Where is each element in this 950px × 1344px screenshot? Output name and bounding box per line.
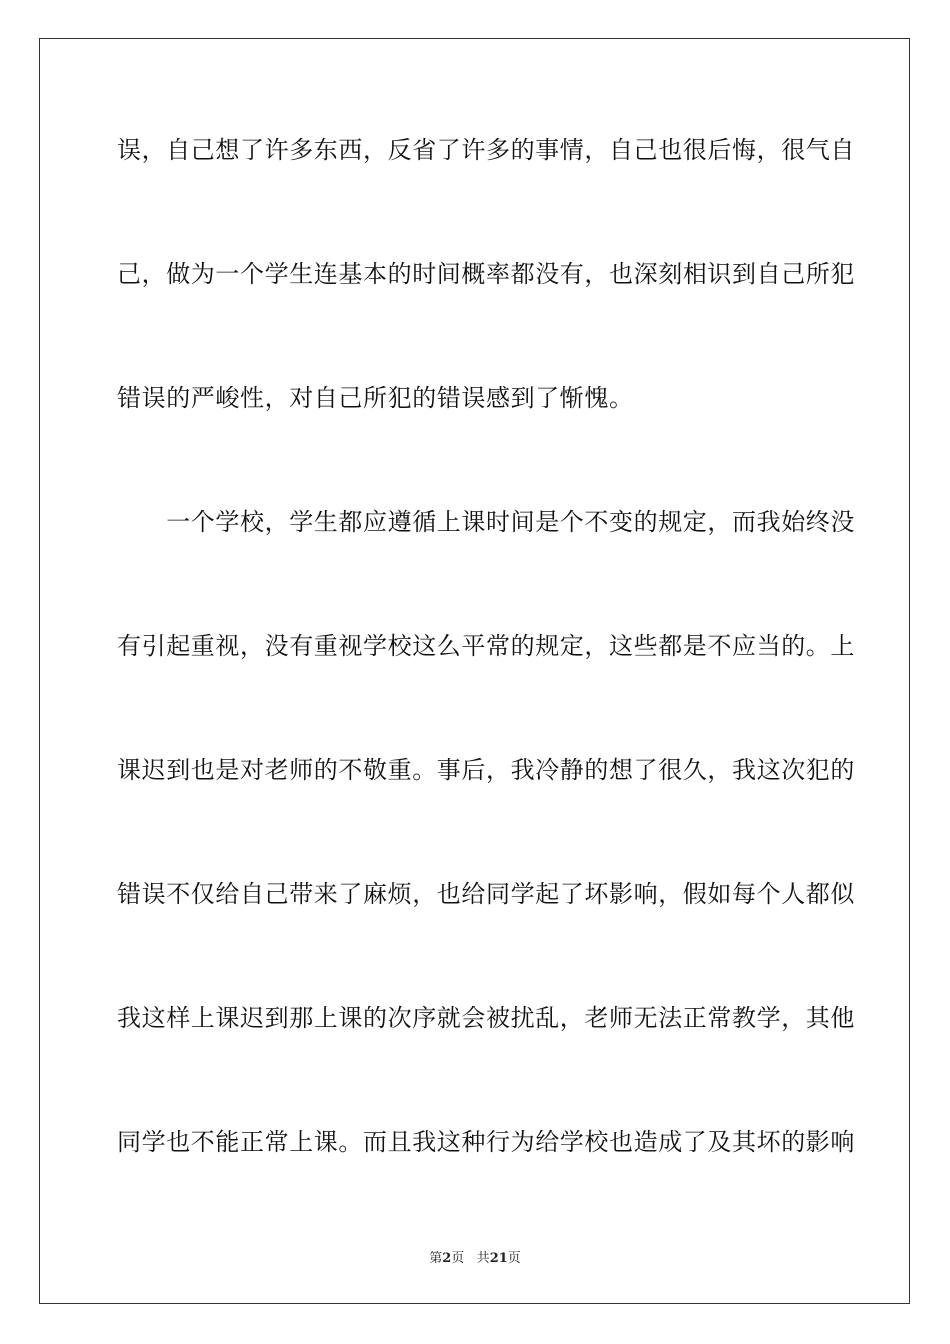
page-number: 2 <box>442 1251 452 1266</box>
text-line-7: 错误不仅给自己带来了麻烦，也给同学起了坏影响，假如每个人都似 <box>117 880 855 908</box>
page-frame <box>39 38 910 1304</box>
text-line-5: 有引起重视，没有重视学校这么平常的规定，这些都是不应当的。上 <box>117 632 855 660</box>
text-line-6: 课迟到也是对老师的不敬重。事后，我冷静的想了很久，我这次犯的 <box>117 756 855 784</box>
page-prefix: 第 <box>429 1251 443 1266</box>
total-pages: 21 <box>489 1251 508 1266</box>
text-line-4: 一个学校，学生都应遵循上课时间是个不变的规定，而我始终没 <box>117 508 855 536</box>
page-footer <box>0 1247 950 1266</box>
text-line-9: 同学也不能正常上课。而且我这种行为给学校也造成了及其坏的影响 <box>117 1128 855 1156</box>
text-line-3: 错误的严峻性，对自己所犯的错误感到了惭愧。 <box>117 384 634 412</box>
total-prefix: 共 <box>476 1251 490 1266</box>
total-suffix: 页 <box>507 1251 521 1266</box>
text-line-2: 己，做为一个学生连基本的时间概率都没有，也深刻相识到自己所犯 <box>117 260 855 288</box>
text-line-1: 误，自己想了许多东西，反省了许多的事情，自己也很后悔，很气自 <box>117 136 855 164</box>
text-line-8: 我这样上课迟到那上课的次序就会被扰乱，老师无法正常教学，其他 <box>117 1004 855 1032</box>
page-suffix: 页 <box>451 1251 465 1266</box>
